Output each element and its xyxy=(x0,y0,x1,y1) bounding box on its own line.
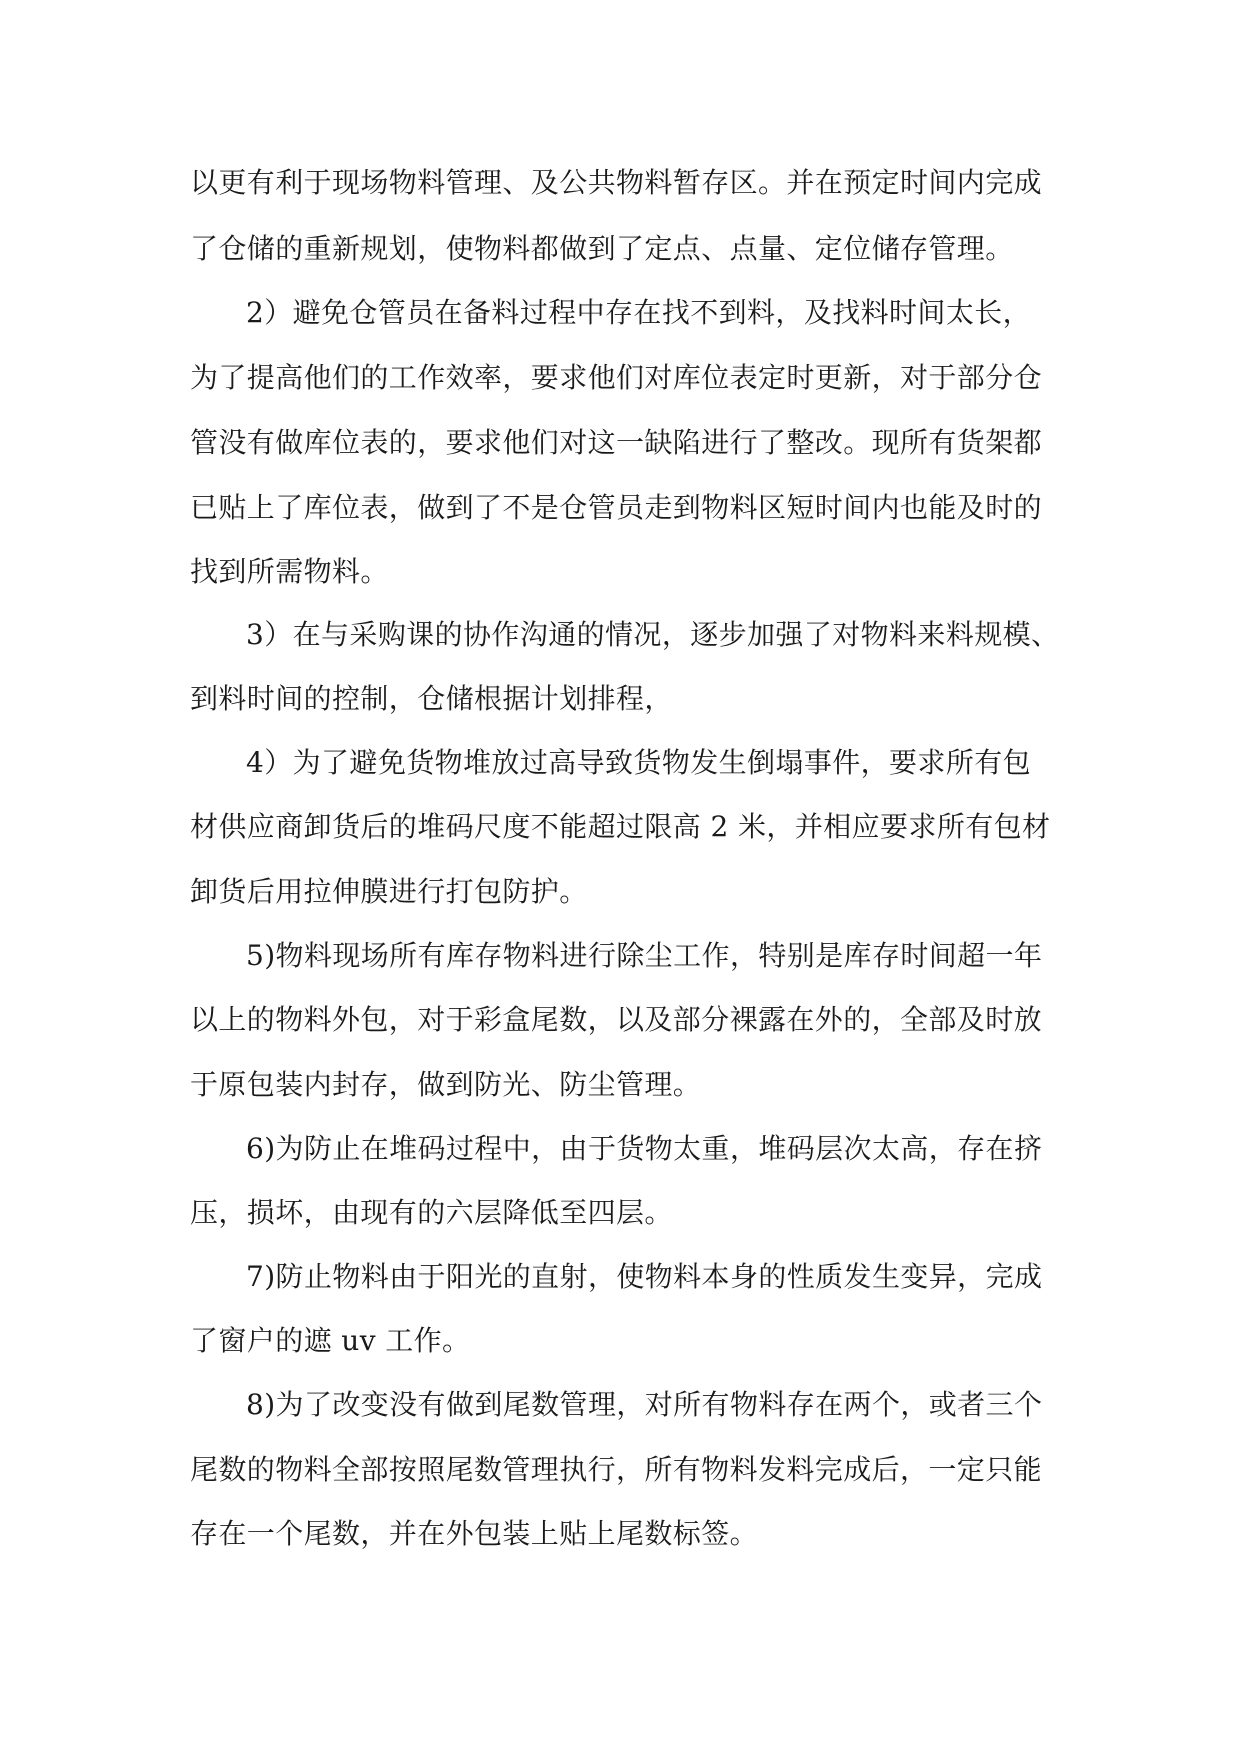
text-line: 存在一个尾数，并在外包装上贴上尾数标签。 xyxy=(190,1517,759,1550)
text-line: 4）为了避免货物堆放过高导致货物发生倒塌事件，要求所有包 xyxy=(246,746,1032,779)
text-line: 卸货后用拉伸膜进行打包防护。 xyxy=(190,875,588,908)
text-line: 以上的物料外包，对于彩盒尾数，以及部分裸露在外的，全部及时放 xyxy=(190,1003,1043,1036)
text-line: 了窗户的遮 uv 工作。 xyxy=(190,1324,471,1357)
text-line: 材供应商卸货后的堆码尺度不能超过限高 2 米，并相应要求所有包材 xyxy=(190,810,1051,843)
text-line: 为了提高他们的工作效率，要求他们对库位表定时更新，对于部分仓 xyxy=(190,361,1043,394)
text-line: 已贴上了库位表，做到了不是仓管员走到物料区短时间内也能及时的 xyxy=(190,491,1043,524)
text-line: 2）避免仓管员在备料过程中存在找不到料，及找料时间太长， xyxy=(246,296,1032,329)
text-line: 3）在与采购课的协作沟通的情况，逐步加强了对物料来料规模、 xyxy=(246,618,1060,651)
text-line: 找到所需物料。 xyxy=(190,555,389,588)
text-line: 于原包装内封存，做到防光、防尘管理。 xyxy=(190,1068,702,1101)
text-line: 6)为防止在堆码过程中，由于货物太重，堆码层次太高，存在挤 xyxy=(246,1132,1043,1165)
text-line: 压，损坏，由现有的六层降低至四层。 xyxy=(190,1196,673,1229)
text-line: 8)为了改变没有做到尾数管理，对所有物料存在两个，或者三个 xyxy=(246,1388,1043,1421)
text-line: 管没有做库位表的，要求他们对这一缺陷进行了整改。现所有货架都 xyxy=(190,426,1043,459)
text-line: 了仓储的重新规划，使物料都做到了定点、点量、定位储存管理。 xyxy=(190,232,1014,265)
text-line: 以更有利于现场物料管理、及公共物料暂存区。并在预定时间内完成 xyxy=(190,166,1043,199)
text-line: 5)物料现场所有库存物料进行除尘工作，特别是库存时间超一年 xyxy=(246,939,1043,972)
text-line: 7)防止物料由于阳光的直射，使物料本身的性质发生变异，完成 xyxy=(246,1260,1043,1293)
text-line: 尾数的物料全部按照尾数管理执行，所有物料发料完成后，一定只能 xyxy=(190,1453,1043,1486)
text-line: 到料时间的控制，仓储根据计划排程， xyxy=(190,682,673,715)
